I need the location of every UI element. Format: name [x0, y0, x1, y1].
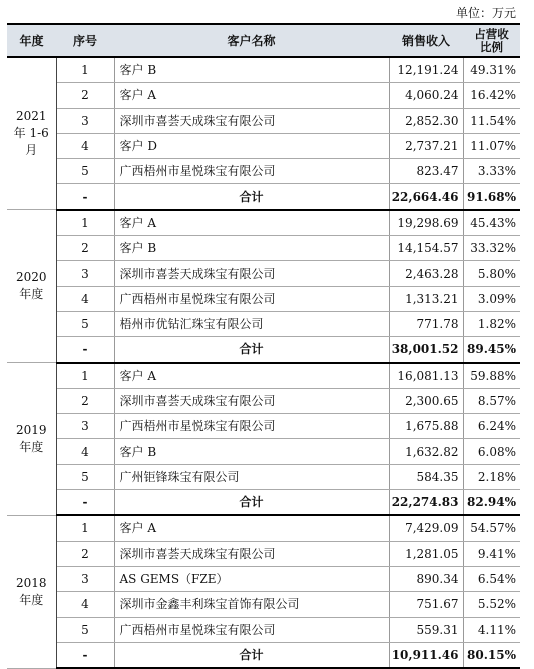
total-seq-cell: - — [56, 642, 114, 668]
sales-cell: 7,429.09 — [389, 515, 463, 541]
sales-cell: 1,313.21 — [389, 286, 463, 311]
seq-cell: 4 — [56, 592, 114, 617]
customer-name-cell: 深圳市喜荟天成珠宝有限公司 — [114, 388, 389, 413]
customer-name-cell: 梧州市优钻汇珠宝有限公司 — [114, 311, 389, 336]
sales-cell: 4,060.24 — [389, 83, 463, 108]
sales-cell: 751.67 — [389, 592, 463, 617]
table-row — [7, 414, 520, 439]
pct-cell: 3.33% — [463, 159, 520, 184]
seq-cell: 1 — [56, 210, 114, 236]
header-seq: 序号 — [56, 24, 114, 57]
seq-cell: 4 — [56, 439, 114, 464]
customer-name-cell: 深圳市喜荟天成珠宝有限公司 — [114, 108, 389, 133]
table-row — [7, 236, 520, 261]
header-pct-line1: 占营收 — [474, 26, 509, 41]
table-row — [7, 311, 520, 336]
customer-name-cell: 客户 A — [114, 515, 389, 541]
sales-cell: 14,154.57 — [389, 236, 463, 261]
seq-cell: 5 — [56, 464, 114, 489]
year-label-line: 2020 — [15, 270, 47, 285]
seq-cell: 3 — [56, 414, 114, 439]
header-pct — [463, 24, 520, 57]
year-label-line: 年 1-6 — [13, 126, 49, 141]
sales-cell: 12,191.24 — [389, 57, 463, 83]
total-seq-cell: - — [56, 490, 114, 516]
table-row — [7, 286, 520, 311]
sales-cell: 2,463.28 — [389, 261, 463, 286]
year-cell — [7, 210, 56, 363]
table-row — [7, 541, 520, 566]
header-sales: 销售收入 — [389, 24, 463, 57]
total-sales-cell: 38,001.52 — [389, 337, 463, 363]
seq-cell: 2 — [56, 236, 114, 261]
total-label-cell: 合计 — [114, 490, 389, 516]
customer-name-cell: 深圳市金鑫丰利珠宝首饰有限公司 — [114, 592, 389, 617]
customer-name-cell: 深圳市喜荟天成珠宝有限公司 — [114, 541, 389, 566]
sales-cell: 584.35 — [389, 464, 463, 489]
customer-name-cell: 广西梧州市星悦珠宝有限公司 — [114, 414, 389, 439]
total-label-cell: 合计 — [114, 184, 389, 210]
seq-cell: 2 — [56, 83, 114, 108]
customer-name-cell: 客户 B — [114, 439, 389, 464]
customer-name-cell: 客户 D — [114, 133, 389, 158]
table-row — [7, 592, 520, 617]
sales-cell: 1,281.05 — [389, 541, 463, 566]
pct-cell: 54.57% — [463, 515, 520, 541]
seq-cell: 2 — [56, 388, 114, 413]
sales-cell: 771.78 — [389, 311, 463, 336]
seq-cell: 1 — [56, 57, 114, 83]
total-seq-cell: - — [56, 184, 114, 210]
sales-cell: 2,852.30 — [389, 108, 463, 133]
customer-name-cell: 客户 A — [114, 363, 389, 389]
pct-cell: 16.42% — [463, 83, 520, 108]
total-label-cell: 合计 — [114, 337, 389, 363]
seq-cell: 1 — [56, 363, 114, 389]
pct-cell: 2.18% — [463, 464, 520, 489]
pct-cell: 5.52% — [463, 592, 520, 617]
sales-cell: 1,675.88 — [389, 414, 463, 439]
year-label-line: 2019 — [15, 422, 47, 437]
total-sales-cell: 10,911.46 — [389, 642, 463, 668]
total-row — [7, 184, 520, 210]
pct-cell: 45.43% — [463, 210, 520, 236]
customer-name-cell: 广西梧州市星悦珠宝有限公司 — [114, 159, 389, 184]
customer-name-cell: 客户 B — [114, 57, 389, 83]
pct-cell: 11.54% — [463, 108, 520, 133]
year-label-line: 2021 — [15, 109, 47, 124]
pct-cell: 5.80% — [463, 261, 520, 286]
header-year: 年度 — [7, 24, 56, 57]
seq-cell: 4 — [56, 133, 114, 158]
year-cell — [7, 515, 56, 668]
seq-cell: 5 — [56, 311, 114, 336]
year-label-line: 年度 — [19, 439, 44, 454]
sales-cell: 16,081.13 — [389, 363, 463, 389]
pct-cell: 1.82% — [463, 311, 520, 336]
customer-name-cell: 客户 A — [114, 83, 389, 108]
total-row — [7, 642, 520, 668]
table-row — [7, 566, 520, 591]
header-pct-line2: 比例 — [480, 39, 503, 54]
seq-cell: 1 — [56, 515, 114, 541]
table-row — [7, 210, 520, 236]
total-pct-cell: 82.94% — [463, 490, 520, 516]
total-label-cell: 合计 — [114, 642, 389, 668]
table-row — [7, 363, 520, 389]
seq-cell: 2 — [56, 541, 114, 566]
customer-name-cell: 客户 B — [114, 236, 389, 261]
sales-cell: 823.47 — [389, 159, 463, 184]
seq-cell: 5 — [56, 159, 114, 184]
total-sales-cell: 22,274.83 — [389, 490, 463, 516]
table-row — [7, 515, 520, 541]
seq-cell: 5 — [56, 617, 114, 642]
sales-cell: 890.34 — [389, 566, 463, 591]
pct-cell: 6.08% — [463, 439, 520, 464]
sales-cell: 19,298.69 — [389, 210, 463, 236]
table-row — [7, 83, 520, 108]
header-customer: 客户名称 — [114, 24, 389, 57]
top-customers-table — [7, 23, 520, 669]
total-pct-cell: 91.68% — [463, 184, 520, 210]
unit-label: 单位：万元 — [455, 6, 516, 20]
table-row — [7, 159, 520, 184]
seq-cell: 3 — [56, 261, 114, 286]
customer-name-cell: 客户 A — [114, 210, 389, 236]
seq-cell: 4 — [56, 286, 114, 311]
total-pct-cell: 89.45% — [463, 337, 520, 363]
customer-name-cell: AS GEMS（FZE） — [114, 566, 389, 591]
year-label-line: 2018 — [15, 575, 47, 590]
pct-cell: 6.54% — [463, 566, 520, 591]
pct-cell: 49.31% — [463, 57, 520, 83]
seq-cell: 3 — [56, 566, 114, 591]
year-cell — [7, 363, 56, 516]
pct-cell: 59.88% — [463, 363, 520, 389]
year-label-line: 年度 — [19, 592, 44, 607]
pct-cell: 4.11% — [463, 617, 520, 642]
total-pct-cell: 80.15% — [463, 642, 520, 668]
pct-cell: 11.07% — [463, 133, 520, 158]
customer-name-cell: 广西梧州市星悦珠宝有限公司 — [114, 286, 389, 311]
total-seq-cell: - — [56, 337, 114, 363]
table-row — [7, 617, 520, 642]
table-row — [7, 133, 520, 158]
table-row — [7, 439, 520, 464]
year-label-line: 年度 — [19, 287, 44, 302]
total-sales-cell: 22,664.46 — [389, 184, 463, 210]
customer-name-cell: 广州钜锋珠宝有限公司 — [114, 464, 389, 489]
sales-cell: 559.31 — [389, 617, 463, 642]
year-cell — [7, 57, 56, 210]
pct-cell: 8.57% — [463, 388, 520, 413]
sales-cell: 2,737.21 — [389, 133, 463, 158]
sales-cell: 2,300.65 — [389, 388, 463, 413]
header-row — [7, 24, 520, 57]
customer-name-cell: 广西梧州市星悦珠宝有限公司 — [114, 617, 389, 642]
table-row — [7, 464, 520, 489]
pct-cell: 6.24% — [463, 414, 520, 439]
sales-cell: 1,632.82 — [389, 439, 463, 464]
pct-cell: 33.32% — [463, 236, 520, 261]
table-row — [7, 388, 520, 413]
table-row — [7, 261, 520, 286]
pct-cell: 9.41% — [463, 541, 520, 566]
customer-name-cell: 深圳市喜荟天成珠宝有限公司 — [114, 261, 389, 286]
seq-cell: 3 — [56, 108, 114, 133]
table-row — [7, 108, 520, 133]
total-row — [7, 490, 520, 516]
year-label-line: 月 — [25, 143, 38, 158]
total-row — [7, 337, 520, 363]
table-row — [7, 57, 520, 83]
pct-cell: 3.09% — [463, 286, 520, 311]
